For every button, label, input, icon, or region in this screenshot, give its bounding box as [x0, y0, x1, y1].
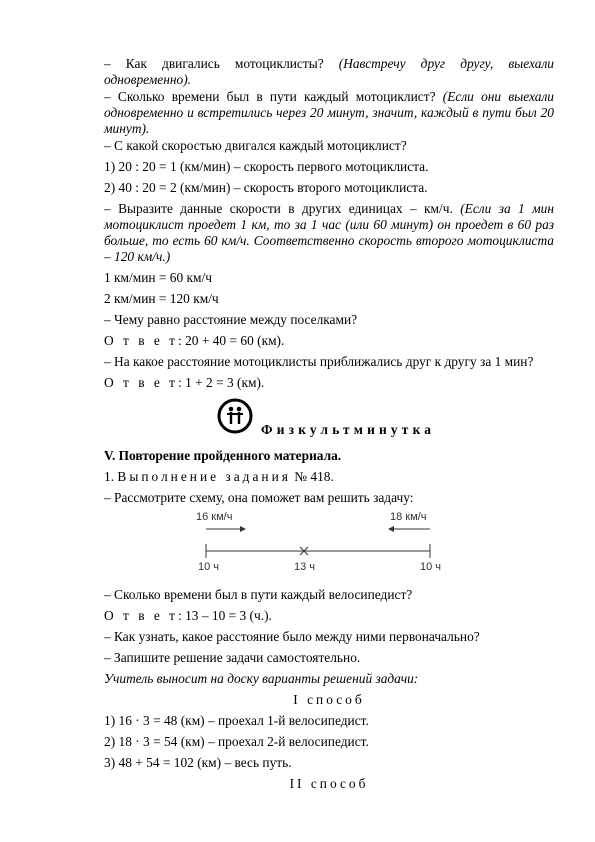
instruction-solve: – Запишите решение задачи самостоятельно.	[104, 650, 361, 665]
scheme-intro: – Рассмотрите схему, она поможет вам решить задачу:	[104, 490, 414, 505]
end-time-label: 10 ч	[420, 561, 442, 573]
teacher-note: Учитель выносит на доску варианты решений задачи:	[104, 671, 419, 686]
method-1-step-3: 3) 48 + 54 = 102 (км) – весь путь.	[104, 755, 292, 770]
question-distance: – Чему равно расстояние между поселками?	[104, 312, 358, 327]
start-time-label: 10 ч	[198, 561, 220, 573]
conversion-2: 2 км/мин = 120 км/ч	[104, 291, 219, 306]
question-time: – Сколько времени был в пути каждый мотоциклист? (Если они выехали одновременно и встретились через 20 минут, значит, каждый в пути был 20 минут).	[104, 89, 554, 136]
physical-break	[104, 396, 554, 442]
method-1-step-2: 2) 18 · 3 = 54 (км) – проехал 2-й велосипедист.	[104, 734, 369, 749]
answer-cyclist-time: О т в е т: 13 – 10 = 3 (ч.).	[104, 608, 272, 623]
right-speed-label: 18 км/ч	[390, 511, 427, 523]
question-motion: – Как двигались мотоциклисты? (Навстречу друг другу, выехали одновременно).	[104, 56, 555, 87]
question-speed: – С какой скоростью двигался каждый мотоциклист?	[104, 138, 407, 153]
method-2-heading: II способ	[289, 776, 369, 791]
physical-break-label: Физкультминутка	[261, 422, 436, 437]
motion-scheme	[104, 511, 554, 581]
left-speed-label: 16 км/ч	[196, 511, 233, 523]
question-initial-distance: – Как узнать, какое расстояние было между ними первоначально?	[104, 629, 480, 644]
task-heading: 1. Выполнение задания № 418.	[104, 469, 334, 484]
section-heading: V. Повторение пройденного материала.	[104, 448, 342, 463]
method-1-heading: I способ	[293, 692, 365, 707]
conversion-1: 1 км/мин = 60 км/ч	[104, 270, 212, 285]
meet-time-label: 13 ч	[294, 561, 316, 573]
document-page	[104, 56, 554, 797]
solution-step-1: 1) 20 : 20 = 1 (км/мин) – скорость первого мотоциклиста.	[104, 159, 429, 174]
solution-step-2: 2) 40 : 20 = 2 (км/мин) – скорость второго мотоциклиста.	[104, 180, 428, 195]
question-units: – Выразите данные скорости в других единицах – км/ч. (Если за 1 мин мотоциклист проедет 1 км, то за 1 час (или 60 минут) он проедет в 60 раз больше, то есть 60 км/ч. Соответственно скорость второго мотоциклиста – 120 км/ч.)	[104, 201, 554, 264]
method-1-step-1: 1) 16 · 3 = 48 (км) – проехал 1-й велосипедист.	[104, 713, 369, 728]
answer-approach: О т в е т: 1 + 2 = 3 (км).	[104, 375, 265, 390]
scheme-drawing	[104, 511, 554, 581]
answer-distance: О т в е т: 20 + 40 = 60 (км).	[104, 333, 285, 348]
question-approach: – На какое расстояние мотоциклисты приближались друг к другу за 1 мин?	[104, 354, 534, 369]
people-icon	[217, 398, 253, 434]
question-cyclist-time: – Сколько времени был в пути каждый велосипедист?	[104, 587, 413, 602]
